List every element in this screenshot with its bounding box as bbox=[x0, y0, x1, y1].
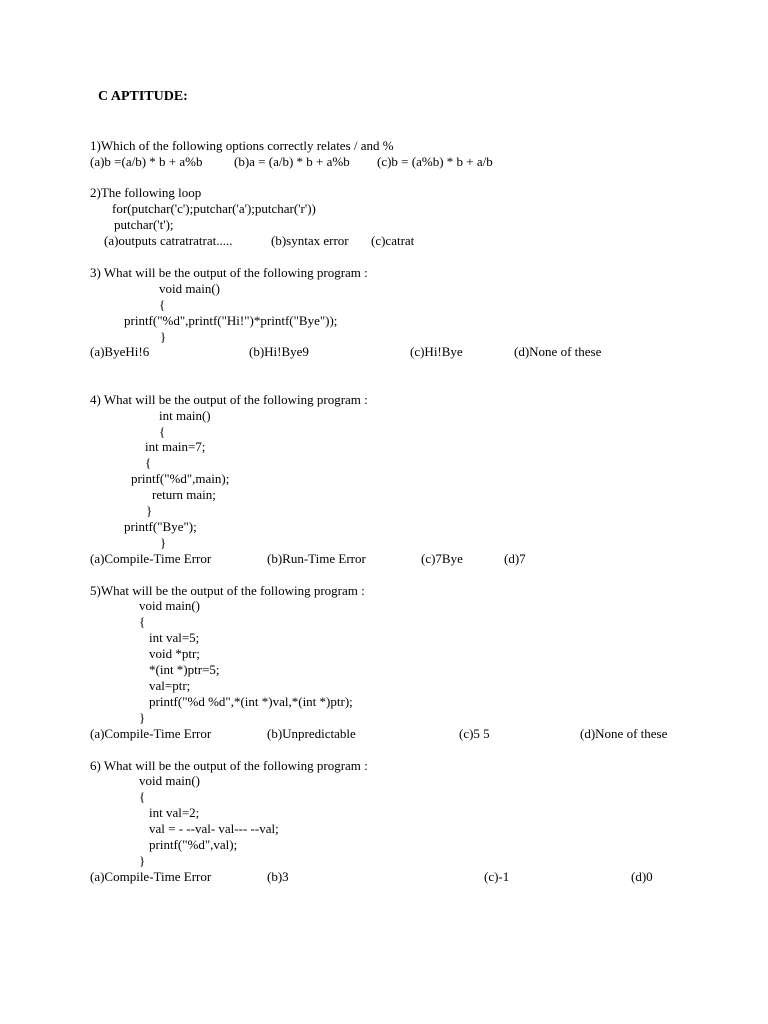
code-line: putchar('t'); bbox=[114, 217, 174, 232]
question-6-option-d: (d)0 bbox=[631, 869, 653, 884]
question-2-option-b: (b)syntax error bbox=[271, 233, 349, 248]
code-line: void main() bbox=[139, 773, 201, 788]
question-4-option-d: (d)7 bbox=[504, 551, 526, 566]
question-3-option-b: (b)Hi!Bye9 bbox=[249, 344, 309, 359]
question-1-option-a: (a)b =(a/b) * b + a%b bbox=[90, 154, 203, 169]
code-line: val=ptr; bbox=[149, 678, 191, 693]
code-line: printf("%d",val); bbox=[149, 837, 238, 852]
question-4-option-a: (a)Compile-Time Error bbox=[90, 551, 212, 566]
question-5-option-a: (a)Compile-Time Error bbox=[90, 726, 212, 741]
question-5-option-b: (b)Unpredictable bbox=[267, 726, 356, 741]
question-3-option-c: (c)Hi!Bye bbox=[410, 344, 463, 359]
code-line: printf("%d %d",*(int *)val,*(int *)ptr); bbox=[149, 694, 353, 709]
code-line: } bbox=[160, 535, 167, 550]
code-line: return main; bbox=[152, 487, 216, 502]
question-3-option-d: (d)None of these bbox=[514, 344, 602, 359]
code-line: int val=2; bbox=[149, 805, 200, 820]
code-line: void main() bbox=[159, 281, 221, 296]
code-line: printf("Bye"); bbox=[124, 519, 197, 534]
code-line: } bbox=[139, 853, 146, 868]
code-line: printf("%d",printf("Hi!")*printf("Bye")); bbox=[124, 313, 338, 328]
question-4-option-c: (c)7Bye bbox=[421, 551, 463, 566]
code-line: void main() bbox=[139, 598, 201, 613]
code-line: int val=5; bbox=[149, 630, 200, 645]
code-line: int main() bbox=[159, 408, 211, 423]
question-1-option-b: (b)a = (a/b) * b + a%b bbox=[234, 154, 350, 169]
code-line: { bbox=[145, 455, 152, 470]
question-6-option-a: (a)Compile-Time Error bbox=[90, 869, 212, 884]
code-line: { bbox=[139, 614, 146, 629]
code-line: for(putchar('c');putchar('a');putchar('r')) bbox=[112, 201, 316, 216]
code-line: } bbox=[139, 710, 146, 725]
question-2-text: 2)The following loop bbox=[90, 185, 202, 200]
question-4-option-b: (b)Run-Time Error bbox=[267, 551, 366, 566]
question-2-option-c: (c)catrat bbox=[371, 233, 415, 248]
question-5-option-c: (c)5 5 bbox=[459, 726, 490, 741]
question-4-text: 4) What will be the output of the following program : bbox=[90, 392, 368, 407]
code-line: { bbox=[159, 424, 166, 439]
code-line: int main=7; bbox=[145, 439, 206, 454]
question-6-option-b: (b)3 bbox=[267, 869, 289, 884]
code-line: *(int *)ptr=5; bbox=[149, 662, 220, 677]
question-5-text: 5)What will be the output of the following program : bbox=[90, 583, 365, 598]
question-6-option-c: (c)-1 bbox=[484, 869, 510, 884]
code-line: val = - --val- val--- --val; bbox=[149, 821, 279, 836]
question-6-text: 6) What will be the output of the following program : bbox=[90, 758, 368, 773]
question-2-option-a: (a)outputs catratratrat..... bbox=[104, 233, 233, 248]
code-line: void *ptr; bbox=[149, 646, 200, 661]
question-3-option-a: (a)ByeHi!6 bbox=[90, 344, 150, 359]
question-1-option-c: (c)b = (a%b) * b + a/b bbox=[377, 154, 493, 169]
code-line: printf("%d",main); bbox=[131, 471, 230, 486]
code-line: { bbox=[139, 789, 146, 804]
question-5-option-d: (d)None of these bbox=[580, 726, 668, 741]
code-line: } bbox=[160, 329, 167, 344]
question-1-text: 1)Which of the following options correctly relates / and % bbox=[90, 138, 394, 153]
page-title: C APTITUDE: bbox=[98, 89, 188, 104]
question-3-text: 3) What will be the output of the following program : bbox=[90, 265, 368, 280]
code-line: { bbox=[159, 297, 166, 312]
code-line: } bbox=[146, 503, 153, 518]
